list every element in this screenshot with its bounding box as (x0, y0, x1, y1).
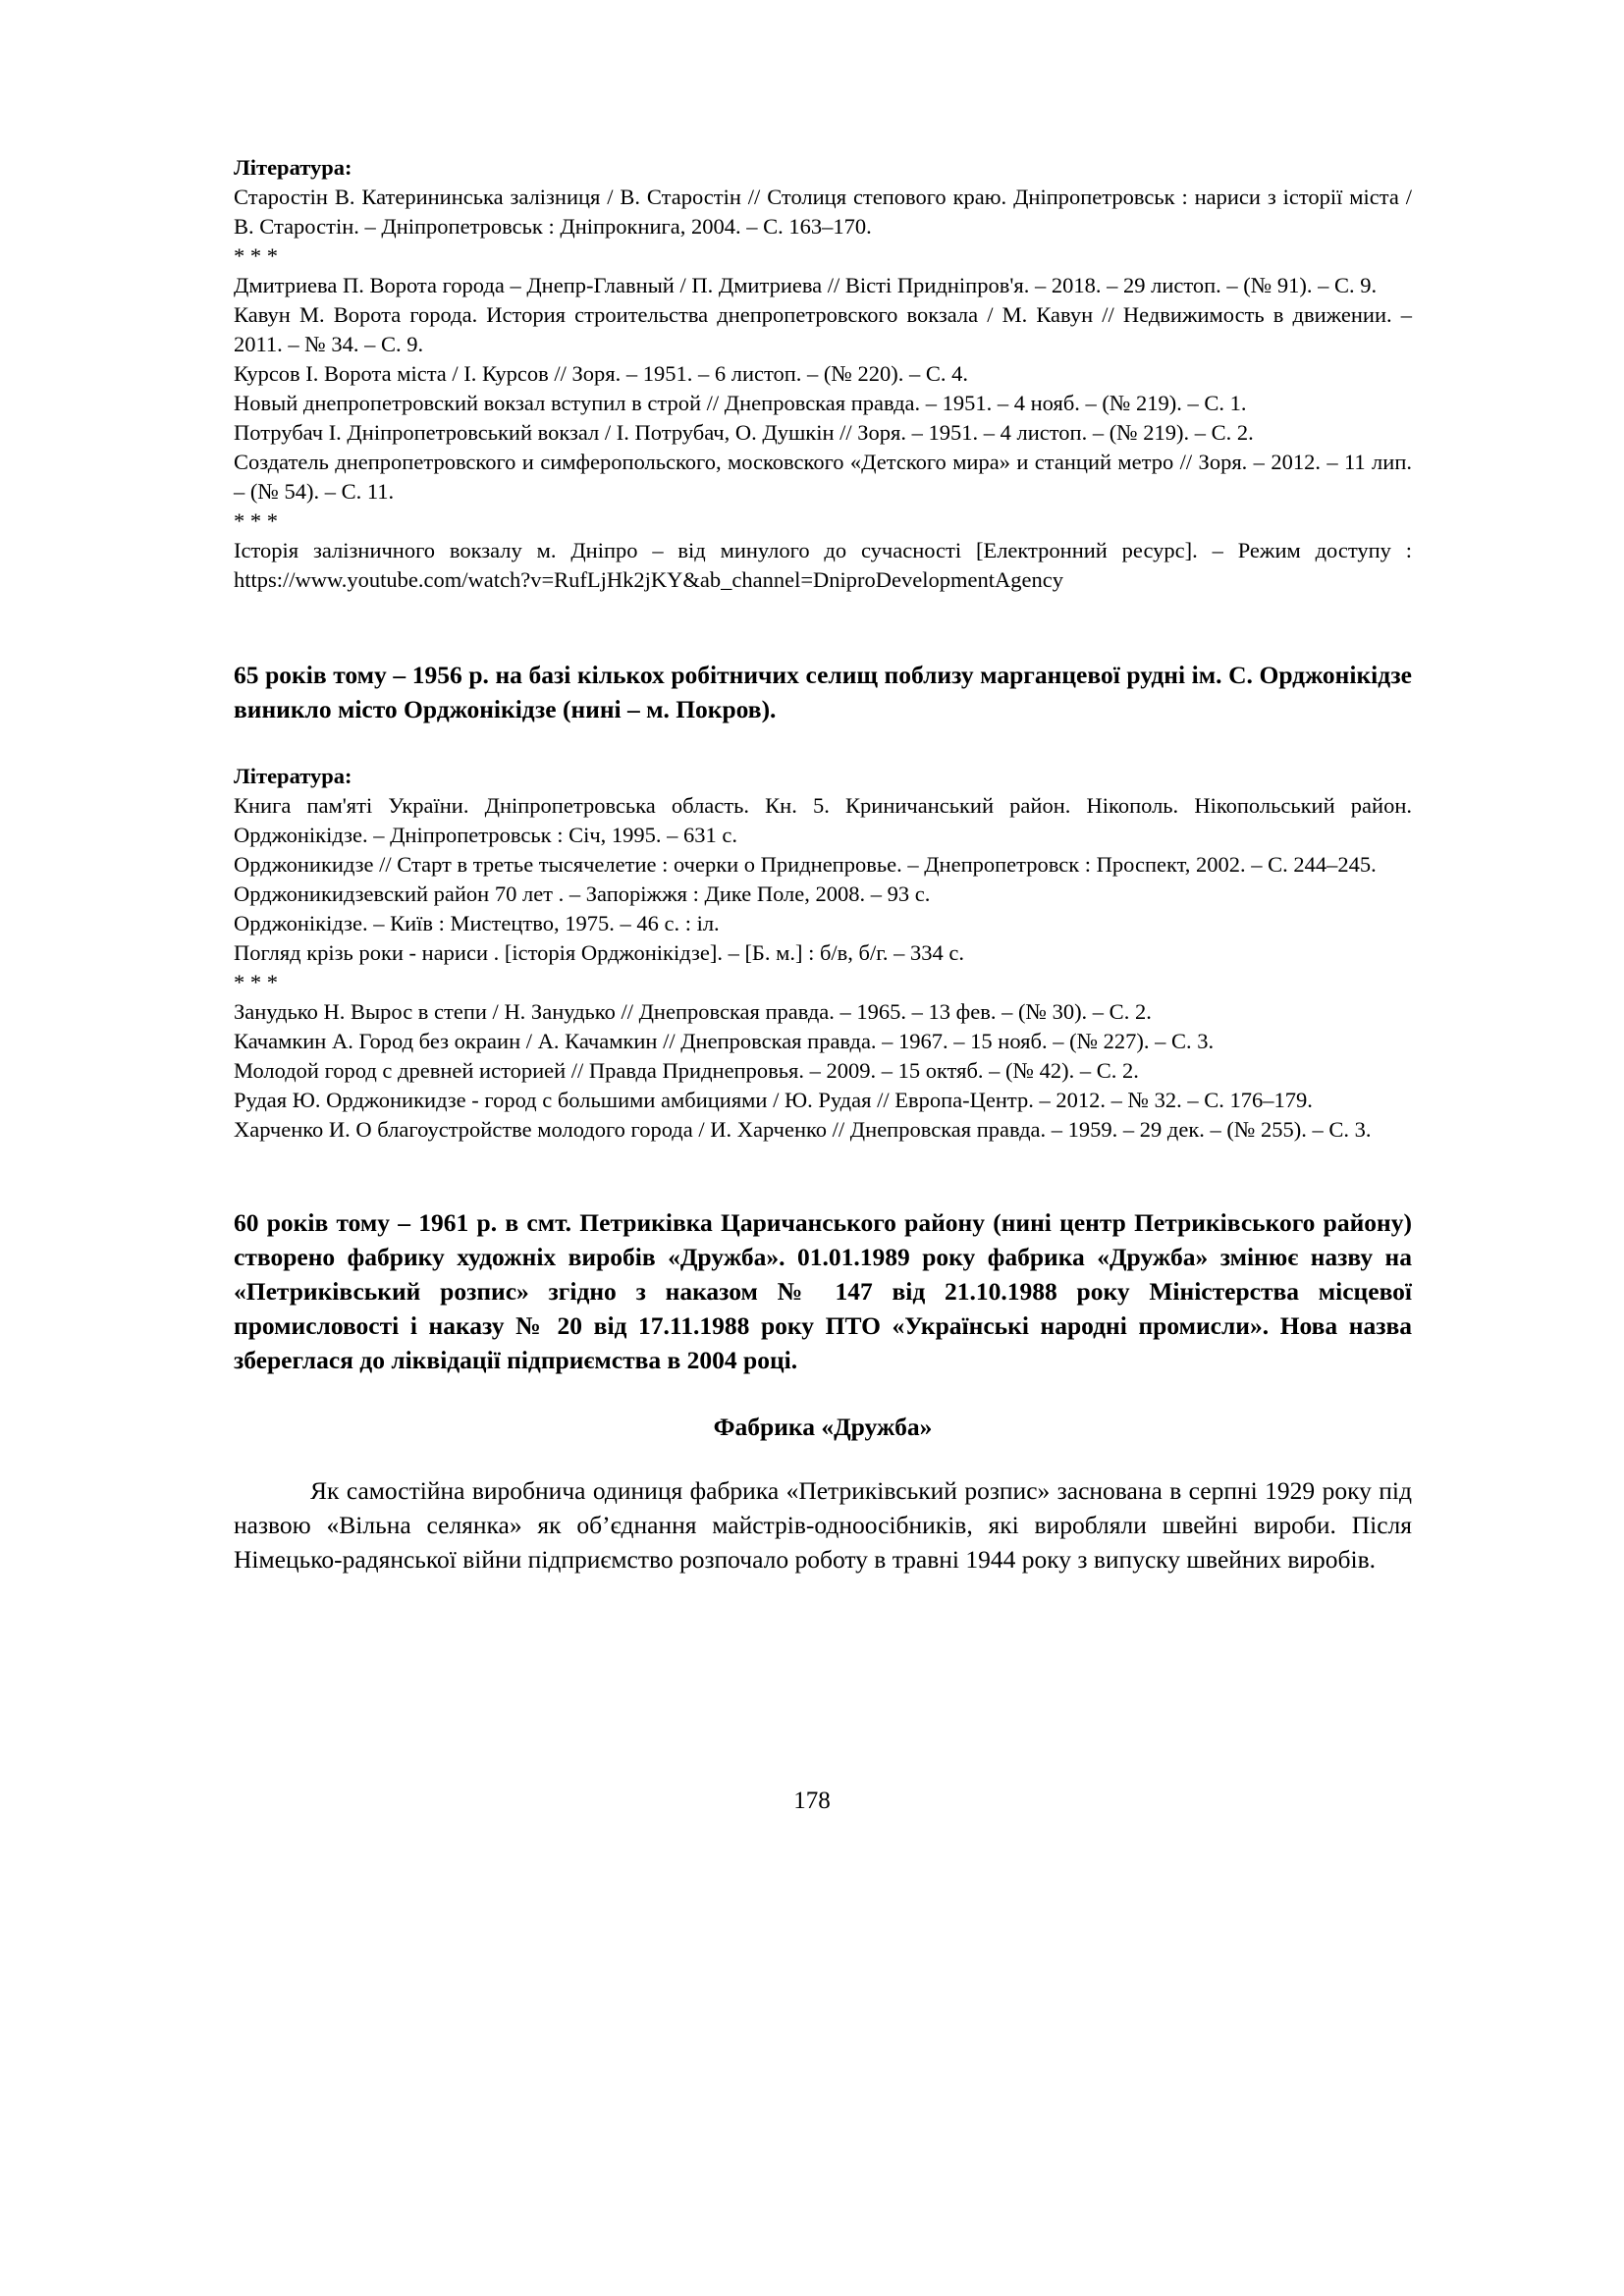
literature-entry: Молодой город с древней историей // Правда Приднепровья. – 2009. – 15 октяб. – (№ 42). – С. 2. (234, 1058, 1139, 1083)
literature-entry: Курсов І. Ворота міста / І. Курсов // Зоря. – 1951. – 6 листоп. – (№ 220). – С. 4. (234, 361, 969, 386)
literature-entry: Орджоникидзе // Старт в третье тысячелетие : очерки о Приднепровье. – Днепропетровск : Проспект, 2002. – С. 244–245. (234, 852, 1377, 877)
literature-entry: Орджоникидзевский район 70 лет . – Запоріжжя : Дике Поле, 2008. – 93 с. (234, 881, 931, 906)
literature-entry: Старостін В. Катерининська залізниця / В. Старостін // Столиця степового краю. Дніпропетровськ : нариси з історії міста / В. Старостін. – Дніпропетровськ : Дніпрокнига, 2004. – С. 163–170. (234, 185, 1412, 239)
literature-entry: Рудая Ю. Орджоникидзе - город с большими амбициями / Ю. Рудая // Европа-Центр. – 2012. – № 32. – С. 176–179. (234, 1088, 1313, 1112)
literature-entry: Занудько Н. Вырос в степи / Н. Занудько // Днепровская правда. – 1965. – 13 фев. – (№ 30). – С. 2. (234, 999, 1152, 1024)
literature-entry: Орджонікідзе. – Київ : Мистецтво, 1975. – 46 с. : іл. (234, 911, 720, 935)
literature-entry: Книга пам'яті України. Дніпропетровська область. Кн. 5. Криничанський район. Нікополь. Нікопольський район. Орджонікідзе. – Дніпропетровськ : Січ, 1995. – 631 с. (234, 793, 1412, 847)
event-heading-1956: 65 років тому – 1956 р. на базі кількох робітничих селищ поблизу марганцевої рудні ім. С. Орджонікідзе виникло місто Орджонікідзе (нині – м. Покров). (234, 661, 1412, 723)
literature-entry: Потрубач І. Дніпропетровський вокзал / І. Потрубач, О. Душкін // Зоря. – 1951. – 4 листоп. – (№ 219). – С. 2. (234, 420, 1254, 445)
separator: * * * (234, 508, 278, 533)
literature-entry-link: Історія залізничного вокзалу м. Дніпро – від минулого до сучасності [Електронний ресурс]. – Режим доступу : https://www.youtube.com/watch?v=RufLjHk2jKY&ab_channel=DniproDevelopmentAgency (234, 538, 1412, 592)
literature-entry: Качамкин А. Город без окраин / А. Качамкин // Днепровская правда. – 1967. – 15 нояб. – (№ 227). – С. 3. (234, 1029, 1215, 1053)
separator: * * * (234, 970, 278, 994)
body-paragraph: Як самостійна виробнича одиниця фабрика «Петриківський розпис» заснована в серпні 1929 року під назвою «Вільна селянка» як об’єднання майстрів-одноосібників, які виробляли швейні вироби. Після Німецько-радянської війни підприємство розпочало роботу в травні 1944 року з випуску швейних виробів. (234, 1476, 1412, 1574)
literature-block-1 (234, 153, 1412, 595)
page-number: 178 (793, 1788, 831, 1814)
literature-entry: Харченко И. О благоустройстве молодого города / И. Харченко // Днепровская правда. – 1959. – 29 дек. – (№ 255). – С. 3. (234, 1117, 1372, 1142)
literature-label: Література: (234, 764, 352, 788)
event-heading-1961: 60 років тому – 1961 р. в смт. Петриківка Царичанського району (нині центр Петриківського району) створено фабрику художніх виробів «Дружба». 01.01.1989 року фабрика «Дружба» змінює назву на «Петриківський розпис» згідно з наказом № 147 від 21.10.1988 року Міністерства місцевої промисловості і наказу № 20 від 17.11.1988 року ПТО «Українські народні промисли». Нова назва збереглася до ліквідації підприємства в 2004 році. (234, 1208, 1412, 1374)
literature-entry: Дмитриева П. Ворота города – Днепр-Главный / П. Дмитриева // Вісті Придніпров'я. – 2018. – 29 листоп. – (№ 91). – С. 9. (234, 273, 1378, 297)
literature-entry: Новый днепропетровский вокзал вступил в строй // Днепровская правда. – 1951. – 4 нояб. – (№ 219). – С. 1. (234, 391, 1247, 415)
literature-entry: Создатель днепропетровского и симферопольского, московского «Детского мира» и станций метро // Зоря. – 2012. – 11 лип. – (№ 54). – С. 11. (234, 450, 1412, 504)
literature-block-2 (234, 762, 1412, 1145)
literature-entry: Кавун М. Ворота города. История строительства днепропетровского вокзала / М. Кавун // Недвижимость в движении. – 2011. – № 34. – С. 9. (234, 302, 1412, 356)
literature-label: Література: (234, 155, 352, 180)
separator: * * * (234, 243, 278, 268)
literature-entry: Погляд крізь роки - нариси . [історія Орджонікідзе]. – [Б. м.] : б/в, б/г. – 334 с. (234, 940, 965, 965)
section-title: Фабрика «Дружба» (713, 1413, 933, 1441)
